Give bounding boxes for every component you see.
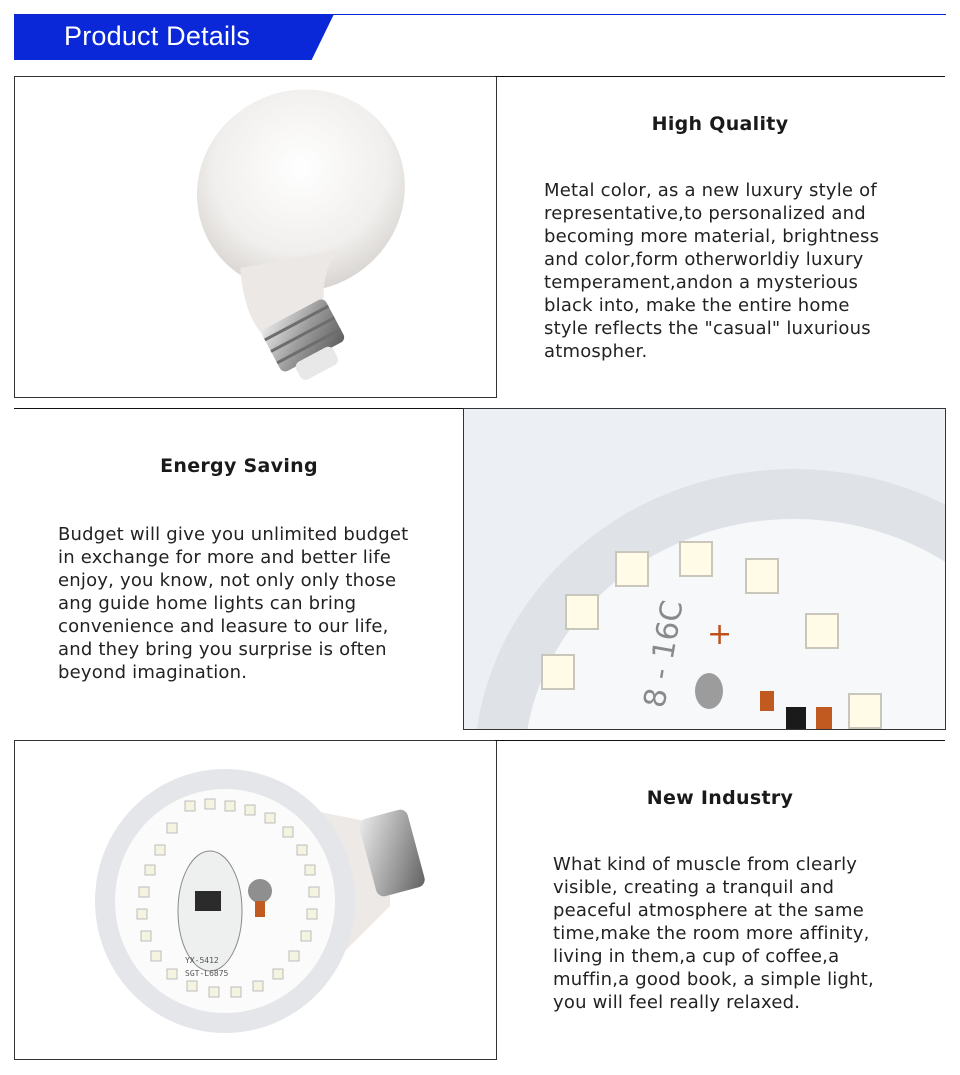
pcb-label-2: SGT-L6875	[185, 969, 229, 978]
polarity-mark: +	[707, 617, 733, 652]
header-divider	[320, 14, 946, 15]
bulb-photo	[14, 76, 497, 398]
section-body-energy-saving: Budget will give you unlimited budget in exchange for more and better life enjoy, you know, not only only those ang guide home lights can bring convenience and leasure to our life, and they bring you surprise is often beyond imagination.	[58, 524, 409, 683]
bulb-pcb-photo	[14, 740, 497, 1060]
bulb-illustration	[15, 77, 496, 397]
section-title-energy-saving: Energy Saving	[160, 455, 318, 477]
pcb-label-1: YX-5412	[185, 956, 219, 965]
pcb-marking: 8 - 16C	[637, 597, 691, 711]
led-closeup-photo	[463, 408, 946, 730]
page-title: Product Details	[64, 21, 251, 51]
section-body-high-quality: Metal color, as a new luxury style of representative,to personalized and becoming more material, brightness and color,form otherworldiy luxury temperament,andon a mysterious black into, make the entire home style reflects the "casual" luxurious atmospher.	[544, 180, 880, 362]
section-title-new-industry: New Industry	[646, 787, 794, 809]
bulb-pcb-illustration	[15, 741, 496, 1059]
section-body-new-industry: What kind of muscle from clearly visible, creating a tranquil and peaceful atmosphere at the same time,make the room more affinity, living in them,a cup of coffee,a muffin,a good book, a simple light, you will feel really relaxed.	[553, 854, 874, 1013]
section-title-high-quality: High Quality	[651, 113, 789, 135]
led-closeup-illustration	[464, 409, 945, 729]
section-divider	[14, 408, 464, 409]
section-divider	[495, 740, 945, 741]
section-divider	[495, 76, 945, 77]
